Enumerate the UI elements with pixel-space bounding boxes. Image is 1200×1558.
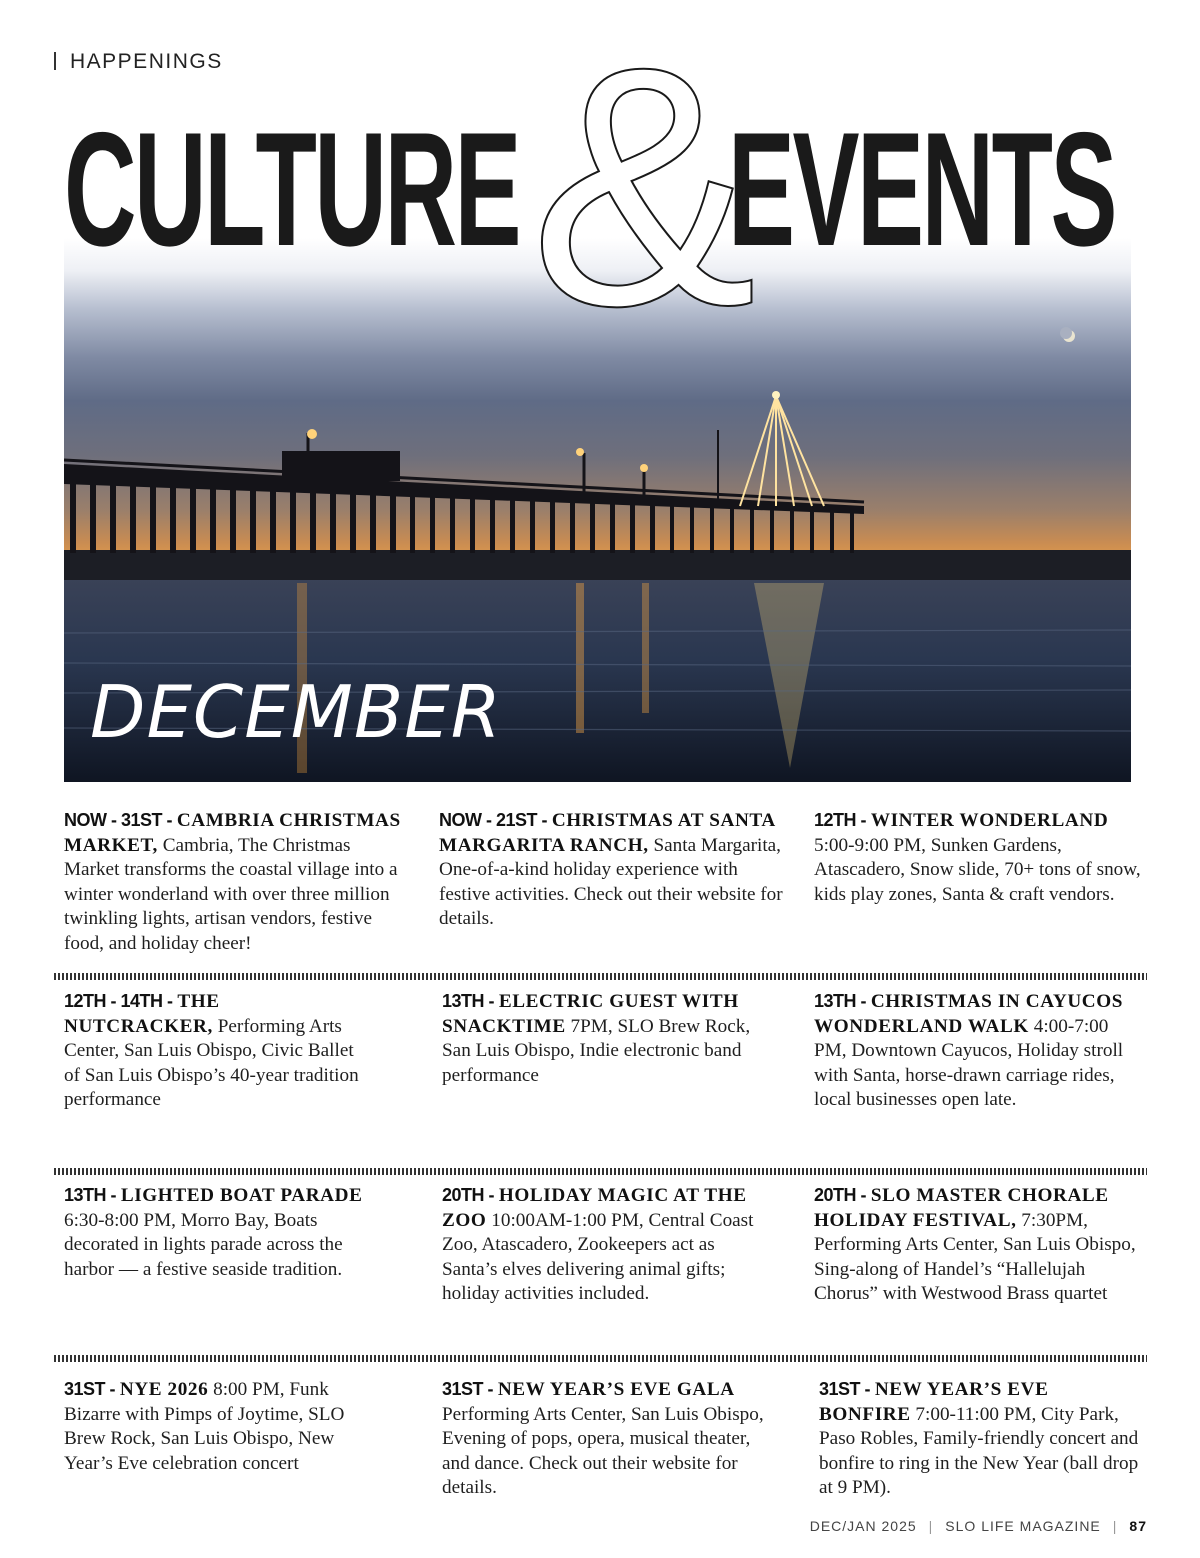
event-item (819, 1377, 1144, 1501)
row-divider (54, 973, 1147, 980)
section-label (54, 50, 223, 74)
event-date: 13TH - (442, 991, 495, 1011)
month-label: DECEMBER (90, 670, 502, 754)
pier-building (282, 451, 400, 481)
event-name: SLO MASTER CHORALE HOLIDAY FESTIVAL, (814, 1185, 1109, 1231)
event-name: NEW YEAR’S EVE BONFIRE (819, 1379, 1049, 1425)
event-details: Santa Margarita, One-of-a-kind holiday experience with festive activities. Check out their website for details. (439, 834, 783, 930)
event-date: NOW - 31ST - (64, 810, 173, 830)
event-name: LIGHTED BOAT PARADE (120, 1185, 363, 1206)
event-item (814, 808, 1144, 907)
event-date: 13TH - (64, 1185, 117, 1205)
event-details: 7PM, SLO Brew Rock, San Luis Obispo, Indie electronic band performance (442, 1015, 751, 1086)
event-name: ELECTRIC GUEST WITH SNACKTIME (442, 991, 739, 1037)
event-item (64, 808, 409, 957)
event-date: 20TH - (814, 1185, 867, 1205)
reflection (576, 583, 584, 733)
event-name: HOLIDAY MAGIC AT THE ZOO (442, 1185, 747, 1231)
event-item (64, 1183, 374, 1282)
event-date: 31ST - (442, 1379, 494, 1399)
event-item (64, 989, 364, 1113)
event-date: 13TH - (814, 991, 867, 1011)
event-date: 31ST - (819, 1379, 871, 1399)
title-ampersand: & (530, 0, 757, 377)
event-name: CHRISTMAS AT SANTA MARGARITA RANCH, (439, 810, 775, 856)
event-details: 4:00-7:00 PM, Downtown Cayucos, Holiday stroll with Santa, horse-drawn carriage rides, local businesses open late. (814, 1015, 1124, 1111)
event-item (814, 1183, 1144, 1307)
christmas-tree-lights (740, 396, 824, 506)
event-name: NYE 2026 (119, 1379, 209, 1400)
event-item (442, 1377, 772, 1501)
event-date: NOW - 21ST - (439, 810, 548, 830)
event-item (64, 1377, 364, 1476)
event-item (814, 989, 1144, 1113)
event-details: 5:00-9:00 PM, Sunken Gardens, Atascadero, Snow slide, 70+ tons of snow, kids play zones, Santa & craft vendors. (814, 834, 1141, 905)
section-text: HAPPENINGS (70, 50, 223, 73)
event-details: 10:00AM-1:00 PM, Central Coast Zoo, Atascadero, Zookeepers act as Santa’s elves delivering animal gifts; holiday activities included. (442, 1209, 754, 1305)
event-date: 31ST - (64, 1379, 116, 1399)
event-item (442, 989, 772, 1088)
horizon (64, 550, 1131, 580)
page-footer: DEC/JAN 2025 | SLO LIFE MAGAZINE | 87 (809, 1518, 1147, 1534)
event-item (442, 1183, 772, 1307)
event-name: CAMBRIA CHRISTMAS MARKET, (64, 810, 401, 856)
event-date: 12TH - (814, 810, 867, 830)
event-item (439, 808, 784, 932)
section-bar (54, 52, 56, 70)
event-name: THE NUTCRACKER, (64, 991, 220, 1037)
pier-deck (64, 464, 864, 514)
page-number: 87 (1129, 1518, 1147, 1534)
event-details: Cambria, The Christmas Market transforms the coastal village into a winter wonderland with over three million twinkling lights, artisan vendors, festive food, and holiday cheer! (64, 834, 398, 954)
title-culture: CULTURE (64, 99, 520, 280)
event-details: 8:00 PM, Funk Bizarre with Pimps of Joytime, SLO Brew Rock, San Luis Obispo, New Year’s Eve celebration concert (64, 1379, 345, 1474)
row-divider (54, 1355, 1147, 1362)
row-divider (54, 1168, 1147, 1175)
tree-star (772, 391, 780, 399)
event-details: 7:00-11:00 PM, City Park, Paso Robles, Family-friendly concert and bonfire to ring in the New Year (ball drop at 9 PM). (819, 1403, 1139, 1499)
event-name: NEW YEAR’S EVE GALA (497, 1379, 735, 1400)
event-date: 20TH - (442, 1185, 495, 1205)
event-details: 6:30-8:00 PM, Morro Bay, Boats decorated in lights parade across the harbor — a festive seaside tradition. (64, 1209, 343, 1280)
magazine-name: SLO LIFE MAGAZINE (945, 1518, 1101, 1534)
reflection (642, 583, 649, 713)
event-details: Performing Arts Center, San Luis Obispo, Evening of pops, opera, musical theater, and dance. Check out their website for details. (442, 1403, 764, 1499)
event-date: 12TH - 14TH - (64, 991, 173, 1011)
event-name: WINTER WONDERLAND (870, 810, 1109, 831)
title-events: EVENTS (728, 99, 1115, 280)
event-name: CHRISTMAS IN CAYUCOS WONDERLAND WALK (814, 991, 1124, 1037)
event-details: Performing Arts Center, San Luis Obispo, Civic Ballet of San Luis Obispo’s 40-year tradition performance (64, 1015, 359, 1111)
issue-date: DEC/JAN 2025 (809, 1518, 917, 1534)
event-details: 7:30PM, Performing Arts Center, San Luis Obispo, Sing-along of Handel’s “Hallelujah Chorus” with Westwood Brass quartet (814, 1209, 1136, 1305)
